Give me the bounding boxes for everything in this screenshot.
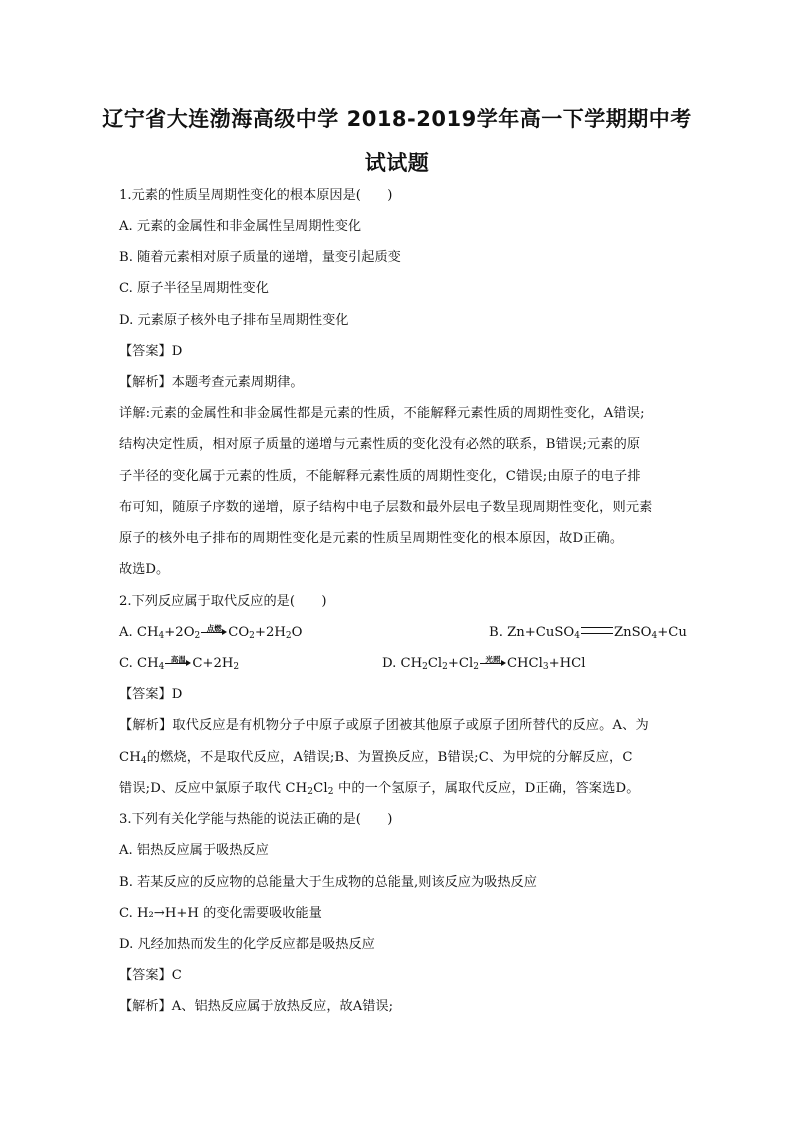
q2-option-b: B. Zn+CuSO$_4$ ZnSO$_4$+Cu bbox=[489, 625, 687, 641]
q1-option-c: C. 原子半径呈周期性变化 bbox=[119, 281, 269, 296]
reaction-arrow-icon: 点燃 bbox=[201, 624, 227, 638]
q2-option-d: D. $CH_2Cl_2+Cl_2$ 光照 CHCl$_3$+HCl bbox=[382, 655, 586, 672]
q3-option-c: C. H₂→H+H 的变化需要吸收能量 bbox=[119, 906, 322, 921]
q1-analysis: 【解析】本题考查元素周期律。 bbox=[119, 375, 304, 390]
reaction-arrow-icon: 光照 bbox=[480, 655, 506, 669]
q3-stem: 3.下列有关化学能与热能的说法正确的是( ) bbox=[119, 812, 393, 827]
q2-analysis-line-2: $CH_4$的燃烧，不是取代反应，A错误;B、为置换反应，B错误;C、为甲烷的分解反应，C bbox=[119, 750, 633, 766]
q2-options-row-1 bbox=[119, 624, 687, 642]
q3-answer: 【答案】C bbox=[119, 968, 182, 983]
reaction-arrow-icon: 高温 bbox=[165, 655, 191, 669]
q1-conclusion: 故选D。 bbox=[119, 562, 170, 577]
q2-analysis-line-3: 错误;D、反应中氯原子取代 $CH_2Cl_2$ 中的一个氢原子，属取代反应，D正确，答案选D。 bbox=[119, 781, 640, 797]
q1-detail-line-1: 详解:元素的金属性和非金属性都是元素的性质，不能解释元素性质的周期性变化，A错误; bbox=[119, 406, 645, 421]
q1-option-d: D. 元素原子核外电子排布呈周期性变化 bbox=[119, 313, 349, 328]
document-title-line-1: 辽宁省大连渤海高级中学 2018-2019学年高一下学期期中考 bbox=[102, 107, 692, 131]
q2-option-c: C. $CH_4$ 高温 $C+2H_2$ bbox=[119, 655, 240, 672]
q2-analysis-line-1: 【解析】取代反应是有机物分子中原子或原子团被其他原子或原子团所替代的反应。A、为 bbox=[119, 718, 649, 733]
q2-option-a: A. $CH_4+2O_2$ 点燃 $CO_2+2H_2O$ bbox=[119, 624, 303, 641]
q2-stem: 2.下列反应属于取代反应的是( ) bbox=[119, 594, 327, 609]
q1-option-a: A. 元素的金属性和非金属性呈周期性变化 bbox=[119, 219, 362, 234]
double-equal-sign-icon bbox=[581, 627, 613, 634]
q2-options-row-2 bbox=[119, 655, 679, 673]
q1-detail-line-3: 子半径的变化属于元素的性质，不能解释元素性质的周期性变化，C错误;由原子的电子排 bbox=[119, 469, 641, 484]
q1-option-b: B. 随着元素相对原子质量的递增，量变引起质变 bbox=[119, 250, 401, 265]
q2-answer: 【答案】D bbox=[119, 687, 183, 702]
q3-analysis: 【解析】A、铝热反应属于放热反应，故A错误; bbox=[119, 999, 394, 1014]
q1-detail-line-2: 结构决定性质，相对原子质量的递增与元素性质的变化没有必然的联系，B错误;元素的原 bbox=[119, 437, 641, 452]
q3-option-d: D. 凡经加热而发生的化学反应都是吸热反应 bbox=[119, 937, 375, 952]
q1-stem: 1.元素的性质呈周期性变化的根本原因是( ) bbox=[119, 188, 393, 203]
q3-option-b: B. 若某反应的反应物的总能量大于生成物的总能量,则该反应为吸热反应 bbox=[119, 875, 537, 890]
q1-detail-line-4: 布可知，随原子序数的递增，原子结构中电子层数和最外层电子数呈现周期性变化，则元素 bbox=[119, 500, 653, 515]
document-title-line-2: 试试题 bbox=[364, 151, 430, 175]
q1-detail-line-5: 原子的核外电子排布的周期性变化是元素的性质呈周期性变化的根本原因，故D正确。 bbox=[119, 531, 624, 546]
q3-option-a: A. 铝热反应属于吸热反应 bbox=[119, 843, 269, 858]
q1-answer: 【答案】D bbox=[119, 344, 183, 359]
